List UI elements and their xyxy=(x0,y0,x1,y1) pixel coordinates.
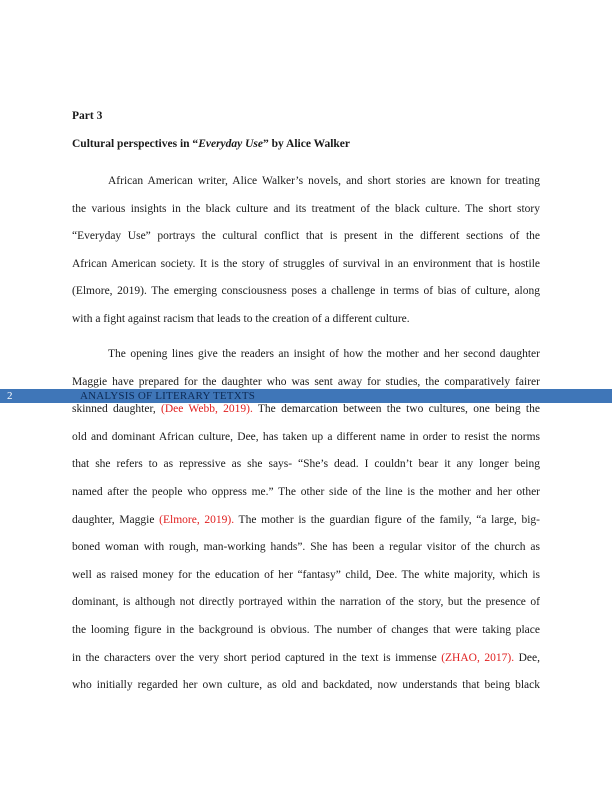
citation: (Elmore, 2019). xyxy=(159,513,235,526)
page-number: 2 xyxy=(7,390,13,402)
paragraph-line: dominant, is although not directly portrayed within the narration of the story, but the presence of xyxy=(72,596,540,609)
paragraph-line: named after the people who oppress me.” The other side of the line is the mother and her other xyxy=(72,485,540,498)
text-run: daughter, Maggie xyxy=(72,513,160,526)
paragraph-line: The opening lines give the readers an insight of how the mother and her second daughter xyxy=(108,348,540,360)
text-run: skinned daughter, xyxy=(72,403,161,416)
paragraph-line: that she refers to as repressive as she says- “She’s dead. I couldn’t bear it any longer being xyxy=(72,458,540,471)
paragraph-1 xyxy=(72,168,540,334)
paragraph-line: African American writer, Alice Walker’s novels, and short stories are known for treating xyxy=(108,175,540,187)
text-run: in the characters over the very short period captured in the text is immense xyxy=(72,651,442,664)
paragraph-line: well as raised money for the education of her “fantasy” child, Dee. The white majority, which is xyxy=(72,568,540,581)
paragraph-line: old and dominant African culture, Dee, has taken up a different name in order to resist the norms xyxy=(72,430,540,443)
paragraph-line xyxy=(72,507,540,535)
text-run: The mother is the guardian figure of the family, “a large, big- xyxy=(234,513,540,526)
paragraph-line xyxy=(72,645,540,673)
part-title: Part 3 xyxy=(72,110,103,122)
paragraph-line: (Elmore, 2019). The emerging consciousness poses a challenge in terms of bias of culture, along xyxy=(72,285,540,298)
heading-title: Everyday Use xyxy=(198,138,264,150)
citation: (ZHAO, 2017). xyxy=(441,651,515,664)
text-run: Dee, xyxy=(514,651,540,664)
paragraph-line: “Everyday Use” portrays the cultural conflict that is present in the different sections of the xyxy=(72,230,540,243)
paragraph-line: the various insights in the black culture and its treatment of the black culture. The short story xyxy=(72,202,540,215)
heading-prefix: Cultural perspectives in “ xyxy=(72,138,199,150)
paragraph-line: the looming figure in the background is obvious. The number of changes that were taking place xyxy=(72,623,540,636)
section-heading xyxy=(72,138,350,150)
heading-suffix: ” by Alice Walker xyxy=(263,138,351,150)
paragraph-line: with a fight against racism that leads to the creation of a different culture. xyxy=(72,312,410,325)
running-head: ANALYSIS OF LITERARY TETXTS xyxy=(80,390,256,402)
paragraph-line: who initially regarded her own culture, as old and backdated, now understands that being black xyxy=(72,679,540,692)
paragraph-line: African American society. It is the story of struggles of survival in an environment that is hostile xyxy=(72,257,540,270)
text-run: The demarcation between the two cultures, one being the xyxy=(252,403,540,416)
citation: (Dee Webb, 2019). xyxy=(161,403,253,416)
paragraph-line: Maggie have prepared for the daughter who was sent away for studies, the comparatively fairer xyxy=(72,375,540,388)
paragraph-line: boned woman with rough, man-working hands”. She has been a regular visitor of the church as xyxy=(72,541,540,554)
